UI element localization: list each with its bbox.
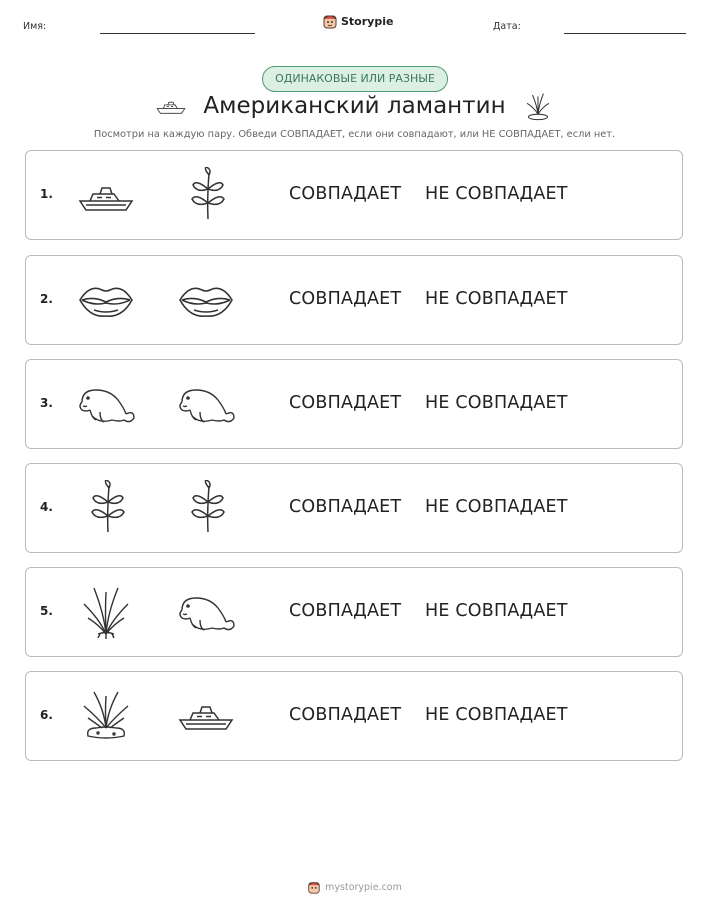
row-number: 1.: [40, 187, 53, 201]
exercise-row-1: [25, 150, 683, 240]
seagrass-rock-icon: [76, 688, 136, 744]
brand-logo: [322, 13, 393, 29]
no-match-option[interactable]: НЕ СОВПАДАЕТ: [425, 705, 568, 725]
row-number: 6.: [40, 708, 53, 722]
manatee-icon: [76, 376, 136, 432]
match-option[interactable]: СОВПАДАЕТ: [289, 705, 402, 725]
no-match-option[interactable]: НЕ СОВПАДАЕТ: [425, 497, 568, 517]
seagrass-icon: [76, 584, 136, 640]
date-label: Дата:: [493, 21, 521, 32]
no-match-option[interactable]: НЕ СОВПАДАЕТ: [425, 184, 568, 204]
exercise-row-6: [25, 671, 683, 761]
row-number: 2.: [40, 292, 53, 306]
worksheet-type-badge: ОДИНАКОВЫЕ ИЛИ РАЗНЫЕ: [262, 66, 448, 92]
footer-url[interactable]: mystorypie.com: [325, 881, 402, 893]
date-field-line[interactable]: [564, 33, 686, 34]
lips-icon: [76, 272, 136, 328]
exercise-row-2: [25, 255, 683, 345]
name-field-line[interactable]: [100, 33, 255, 34]
leaf-icon: [176, 167, 236, 223]
exercise-row-5: [25, 567, 683, 657]
storypie-mascot-icon: [307, 880, 321, 894]
match-option[interactable]: СОВПАДАЕТ: [289, 601, 402, 621]
match-option[interactable]: СОВПАДАЕТ: [289, 184, 402, 204]
boat-icon: [176, 688, 236, 744]
no-match-option[interactable]: НЕ СОВПАДАЕТ: [425, 393, 568, 413]
leaf-icon: [76, 480, 136, 536]
brand-name: Storypie: [341, 14, 394, 28]
match-option[interactable]: СОВПАДАЕТ: [289, 393, 402, 413]
match-option[interactable]: СОВПАДАЕТ: [289, 289, 402, 309]
boat-icon: [76, 167, 136, 223]
manatee-icon: [176, 376, 236, 432]
manatee-icon: [176, 584, 236, 640]
footer: [0, 880, 709, 894]
exercise-row-4: [25, 463, 683, 553]
leaf-icon: [176, 480, 236, 536]
no-match-option[interactable]: НЕ СОВПАДАЕТ: [425, 601, 568, 621]
seagrass-rock-icon: [524, 91, 552, 125]
instructions: Посмотри на каждую пару. Обведи СОВПАДАЕТ, если они совпадают, или НЕ СОВПАДАЕТ, если нет.: [93, 129, 616, 140]
row-number: 5.: [40, 604, 53, 618]
match-option[interactable]: СОВПАДАЕТ: [289, 497, 402, 517]
page-title: Американский ламантин: [203, 93, 506, 119]
row-number: 4.: [40, 500, 53, 514]
name-label: Имя:: [23, 21, 47, 32]
no-match-option[interactable]: НЕ СОВПАДАЕТ: [425, 289, 568, 309]
storypie-mascot-icon: [322, 13, 338, 29]
row-number: 3.: [40, 396, 53, 410]
lips-icon: [176, 272, 236, 328]
exercise-row-3: [25, 359, 683, 449]
